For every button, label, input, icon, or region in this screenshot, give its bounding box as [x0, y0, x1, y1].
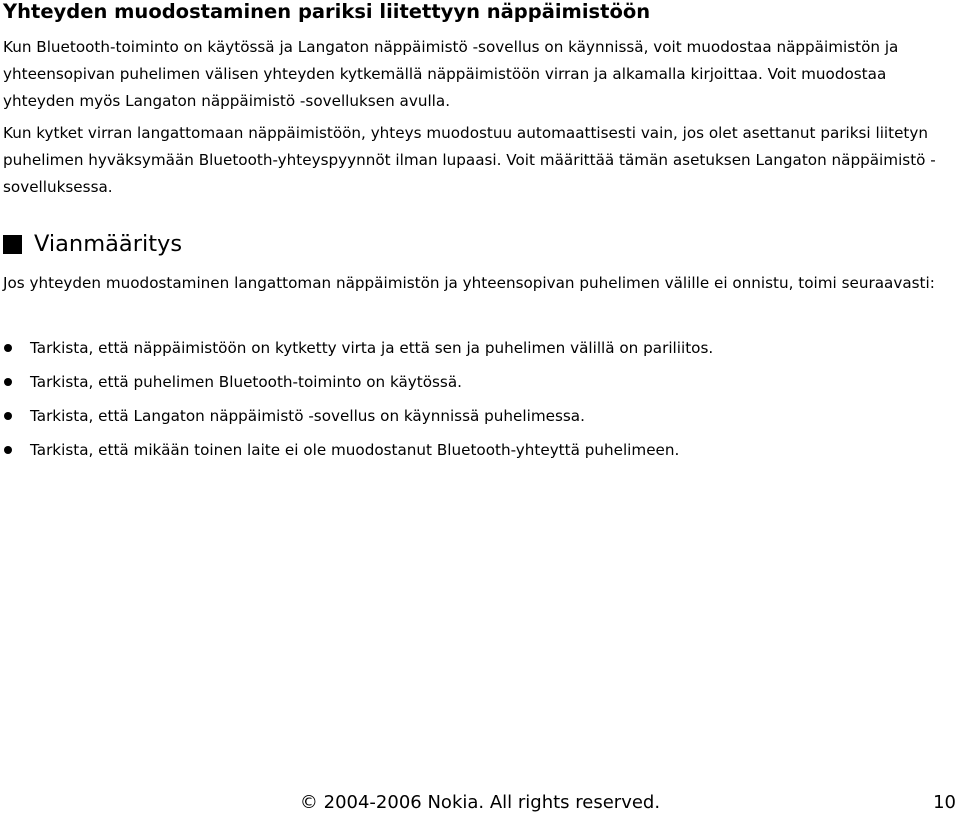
bullet-icon — [4, 446, 12, 454]
section-heading — [3, 229, 182, 259]
section-square-icon — [3, 235, 22, 254]
bullet-icon — [4, 344, 12, 352]
paragraph-connect: Kun Bluetooth-toiminto on käytössä ja Langaton näppäimistö -sovellus on käynnissä, voit muodostaa näppäimistön ja yhteensopivan puhelimen välisen yhteyden kytkemällä näppäimistöön virran ja alkamalla kirjoittaa. Voit muodostaa yhteyden myös Langaton näppäimistö -sovelluksen avulla. — [3, 38, 899, 110]
bullet-icon — [4, 412, 12, 420]
page-number: 10 — [933, 792, 956, 813]
list-item — [3, 365, 948, 399]
section-intro: Jos yhteyden muodostaminen langattoman näppäimistön ja yhteensopivan puhelimen välille ei onnistu, toimi seuraavasti: — [3, 274, 935, 292]
list-item — [3, 399, 948, 433]
list-item-text: Tarkista, että mikään toinen laite ei ole muodostanut Bluetooth-yhteyttä puhelimeen. — [30, 441, 680, 459]
troubleshooting-list — [3, 331, 948, 467]
list-item — [3, 433, 948, 467]
list-item-text: Tarkista, että näppäimistöön on kytketty virta ja että sen ja puhelimen välillä on pariliitos. — [30, 339, 714, 357]
section-title: Vianmääritys — [34, 231, 183, 257]
footer-copyright: © 2004-2006 Nokia. All rights reserved. — [299, 792, 661, 813]
paragraph-auto-connect: Kun kytket virran langattomaan näppäimistöön, yhteys muodostuu automaattisesti vain, jos olet asettanut pariksi liitetyn puhelimen hyväksymään Bluetooth-yhteyspyynnöt ilman lupaasi. Voit määrittää tämän asetuksen Langaton näppäimistö -sovelluksessa. — [3, 124, 936, 196]
bullet-icon — [4, 378, 12, 386]
list-item-text: Tarkista, että Langaton näppäimistö -sovellus on käynnissä puhelimessa. — [30, 407, 585, 425]
list-item — [3, 331, 948, 365]
page-heading: Yhteyden muodostaminen pariksi liitettyyn näppäimistöön — [3, 0, 651, 23]
list-item-text: Tarkista, että puhelimen Bluetooth-toiminto on käytössä. — [30, 373, 462, 391]
